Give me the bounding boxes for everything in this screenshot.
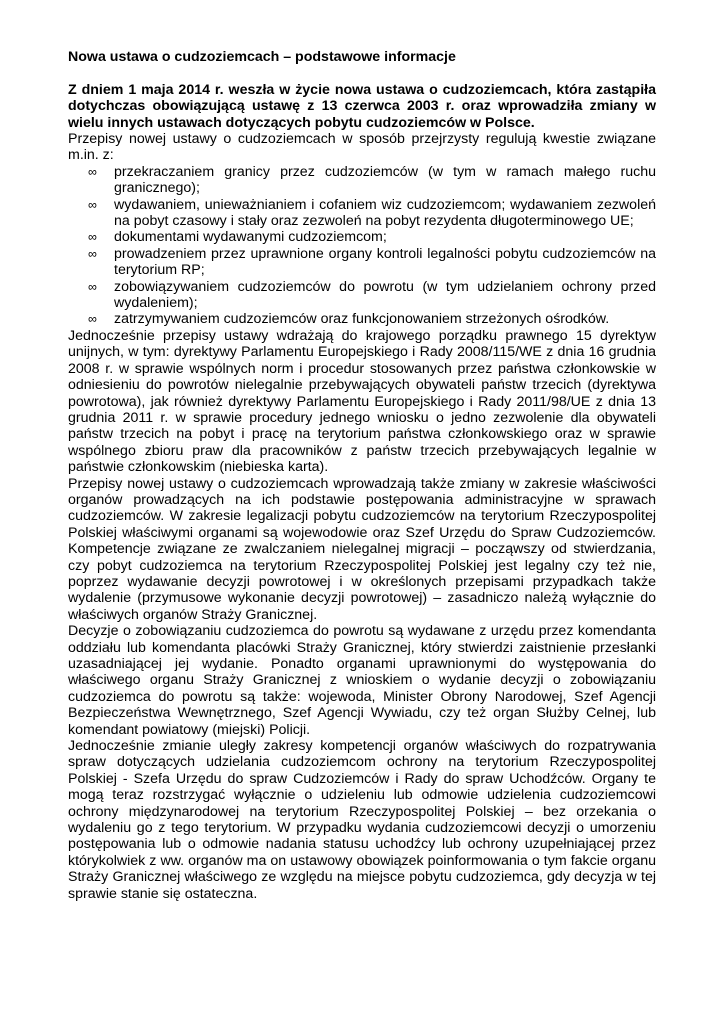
list-item-text: zobowiązywaniem cudzoziemców do powrotu (w tym udzielaniem ochrony przed wydaleniem); — [114, 278, 656, 312]
regulation-list — [68, 164, 656, 328]
infinity-bullet-icon: ∞ — [88, 246, 97, 261]
body-paragraph-directives: Jednocześnie przepisy ustawy wdrażają do krajowego porządku prawnego 15 dyrektyw unijnych, w tym: dyrektywy Parlamentu Europejskiego i Rady 2008/115/WE z dnia 16 grudnia 2008 r. w sprawie wspólnych norm i procedur stosowanych przez państwa członkowskie w odniesieniu do powrotów nielegalnie przebywających obywateli państw trzecich (dyrektywa powrotowa), jak również dyrektywy Parlamentu Europejskiego i Rady 2011/98/UE z dnia 13 grudnia 2011 r. w sprawie procedury jednego wniosku o jedno zezwolenie dla obywateli państw trzecich na pobyt i pracę na terytorium państwa członkowskiego oraz w sprawie wspólnego zbioru praw dla pracowników z państw trzecich przebywających legalnie w państwie członkowskim (niebieska karta). — [68, 327, 656, 476]
list-item — [68, 229, 656, 245]
infinity-bullet-icon: ∞ — [88, 230, 97, 245]
list-item-text: prowadzeniem przez uprawnione organy kontroli legalności pobytu cudzoziemców na terytorium RP; — [114, 245, 656, 279]
body-paragraph-return-decisions: Decyzje o zobowiązaniu cudzoziemca do powrotu są wydawane z urzędu przez komendanta oddziału lub komendanta placówki Straży Granicznej, który stwierdzi zaistnienie przesłanki uzasadniającej jej wydanie. Ponadto organami uprawnionymi do występowania do właściwego organu Straży Granicznej z wnioskiem o wydanie decyzji o zobowiązaniu cudzoziemca do powrotu są także: wojewoda, Minister Obrony Narodowej, Szef Agencji Bezpieczeństwa Wewnętrznego, Szef Agencji Wywiadu, czy też organ Służby Celnej, lub komendant powiatowy (miejski) Policji. — [68, 623, 656, 738]
infinity-bullet-icon: ∞ — [88, 164, 97, 179]
list-item — [68, 279, 656, 312]
list-item-text: przekraczaniem granicy przez cudzoziemców (w tym w ramach małego ruchu granicznego); — [114, 163, 656, 197]
intro-paragraph: Przepisy nowej ustawy o cudzoziemcach w sposób przejrzysty regulują kwestie związane m.in. z: — [68, 131, 656, 164]
document-title: Nowa ustawa o cudzoziemcach – podstawowe informacje — [68, 49, 456, 65]
lead-paragraph: Z dniem 1 maja 2014 r. weszła w życie nowa ustawa o cudzoziemcach, która zastąpiła dotychczas obowiązującą ustawę z 13 czerwca 2003 r. oraz wprowadziła zmiany w wielu innych ustawach dotyczących pobytu cudzoziemców w Polsce. — [68, 81, 656, 131]
list-item — [68, 311, 656, 327]
list-item — [68, 246, 656, 279]
list-item-text: dokumentami wydawanymi cudzoziemcom; — [114, 229, 387, 246]
list-item-text: wydawaniem, unieważnianiem i cofaniem wiz cudzoziemcom; wydawaniem zezwoleń na pobyt czasowy i stały oraz zezwoleń na pobyt rezydenta długoterminowego UE; — [114, 196, 656, 230]
body-paragraph-competences: Przepisy nowej ustawy o cudzoziemcach wprowadzają także zmiany w zakresie właściwości organów prowadzących na ich podstawie postępowania administracyjne w sprawach cudzoziemców. W zakresie legalizacji pobytu cudzoziemców na terytorium Rzeczypospolitej Polskiej właściwymi organami są wojewodowie oraz Szef Urzędu do Spraw Cudzoziemców. Kompetencje związane ze zwalczaniem nielegalnej migracji – począwszy od stwierdzania, czy pobyt cudzoziemca na terytorium Rzeczypospolitej Polskiej jest legalny czy też nie, poprzez wydawanie decyzji powrotowej i w określonych przepisami przypadkach także wydalenie (przymusowe wykonanie decyzji powrotowej) – zasadniczo należą wyłącznie do właściwych organów Straży Granicznej. — [68, 475, 656, 623]
infinity-bullet-icon: ∞ — [88, 197, 97, 212]
list-item — [68, 164, 656, 197]
list-item-text: zatrzymywaniem cudzoziemców oraz funkcjonowaniem strzeżonych ośrodków. — [114, 311, 610, 328]
infinity-bullet-icon: ∞ — [88, 312, 97, 327]
list-item — [68, 197, 656, 230]
document-page — [68, 49, 656, 902]
infinity-bullet-icon: ∞ — [88, 279, 97, 294]
body-paragraph-protection: Jednocześnie zmianie uległy zakresy kompetencji organów właściwych do rozpatrywania spraw dotyczących udzielania cudzoziemcom ochrony na terytorium Rzeczypospolitej Polskiej - Szefa Urzędu do spraw Cudzoziemców i Rady do spraw Uchodźców. Organy te mogą teraz rozstrzygać wyłącznie o udzieleniu lub odmowie udzielenia cudzoziemcowi ochrony międzynarodowej na terytorium Rzeczypospolitej Polskiej – bez orzekania o wydaleniu go z tego terytorium. W przypadku wydania cudzoziemcowi decyzji o umorzeniu postępowania lub o odmowie nadania statusu uchodźcy lub ochrony uzupełniającej przez którykolwiek z ww. organów ma on ustawowy obowiązek poinformowania o tym fakcie organu Straży Granicznej właściwego ze względu na miejsce pobytu cudzoziemca, gdy decyzja w tej sprawie stanie się ostateczna. — [68, 738, 656, 902]
